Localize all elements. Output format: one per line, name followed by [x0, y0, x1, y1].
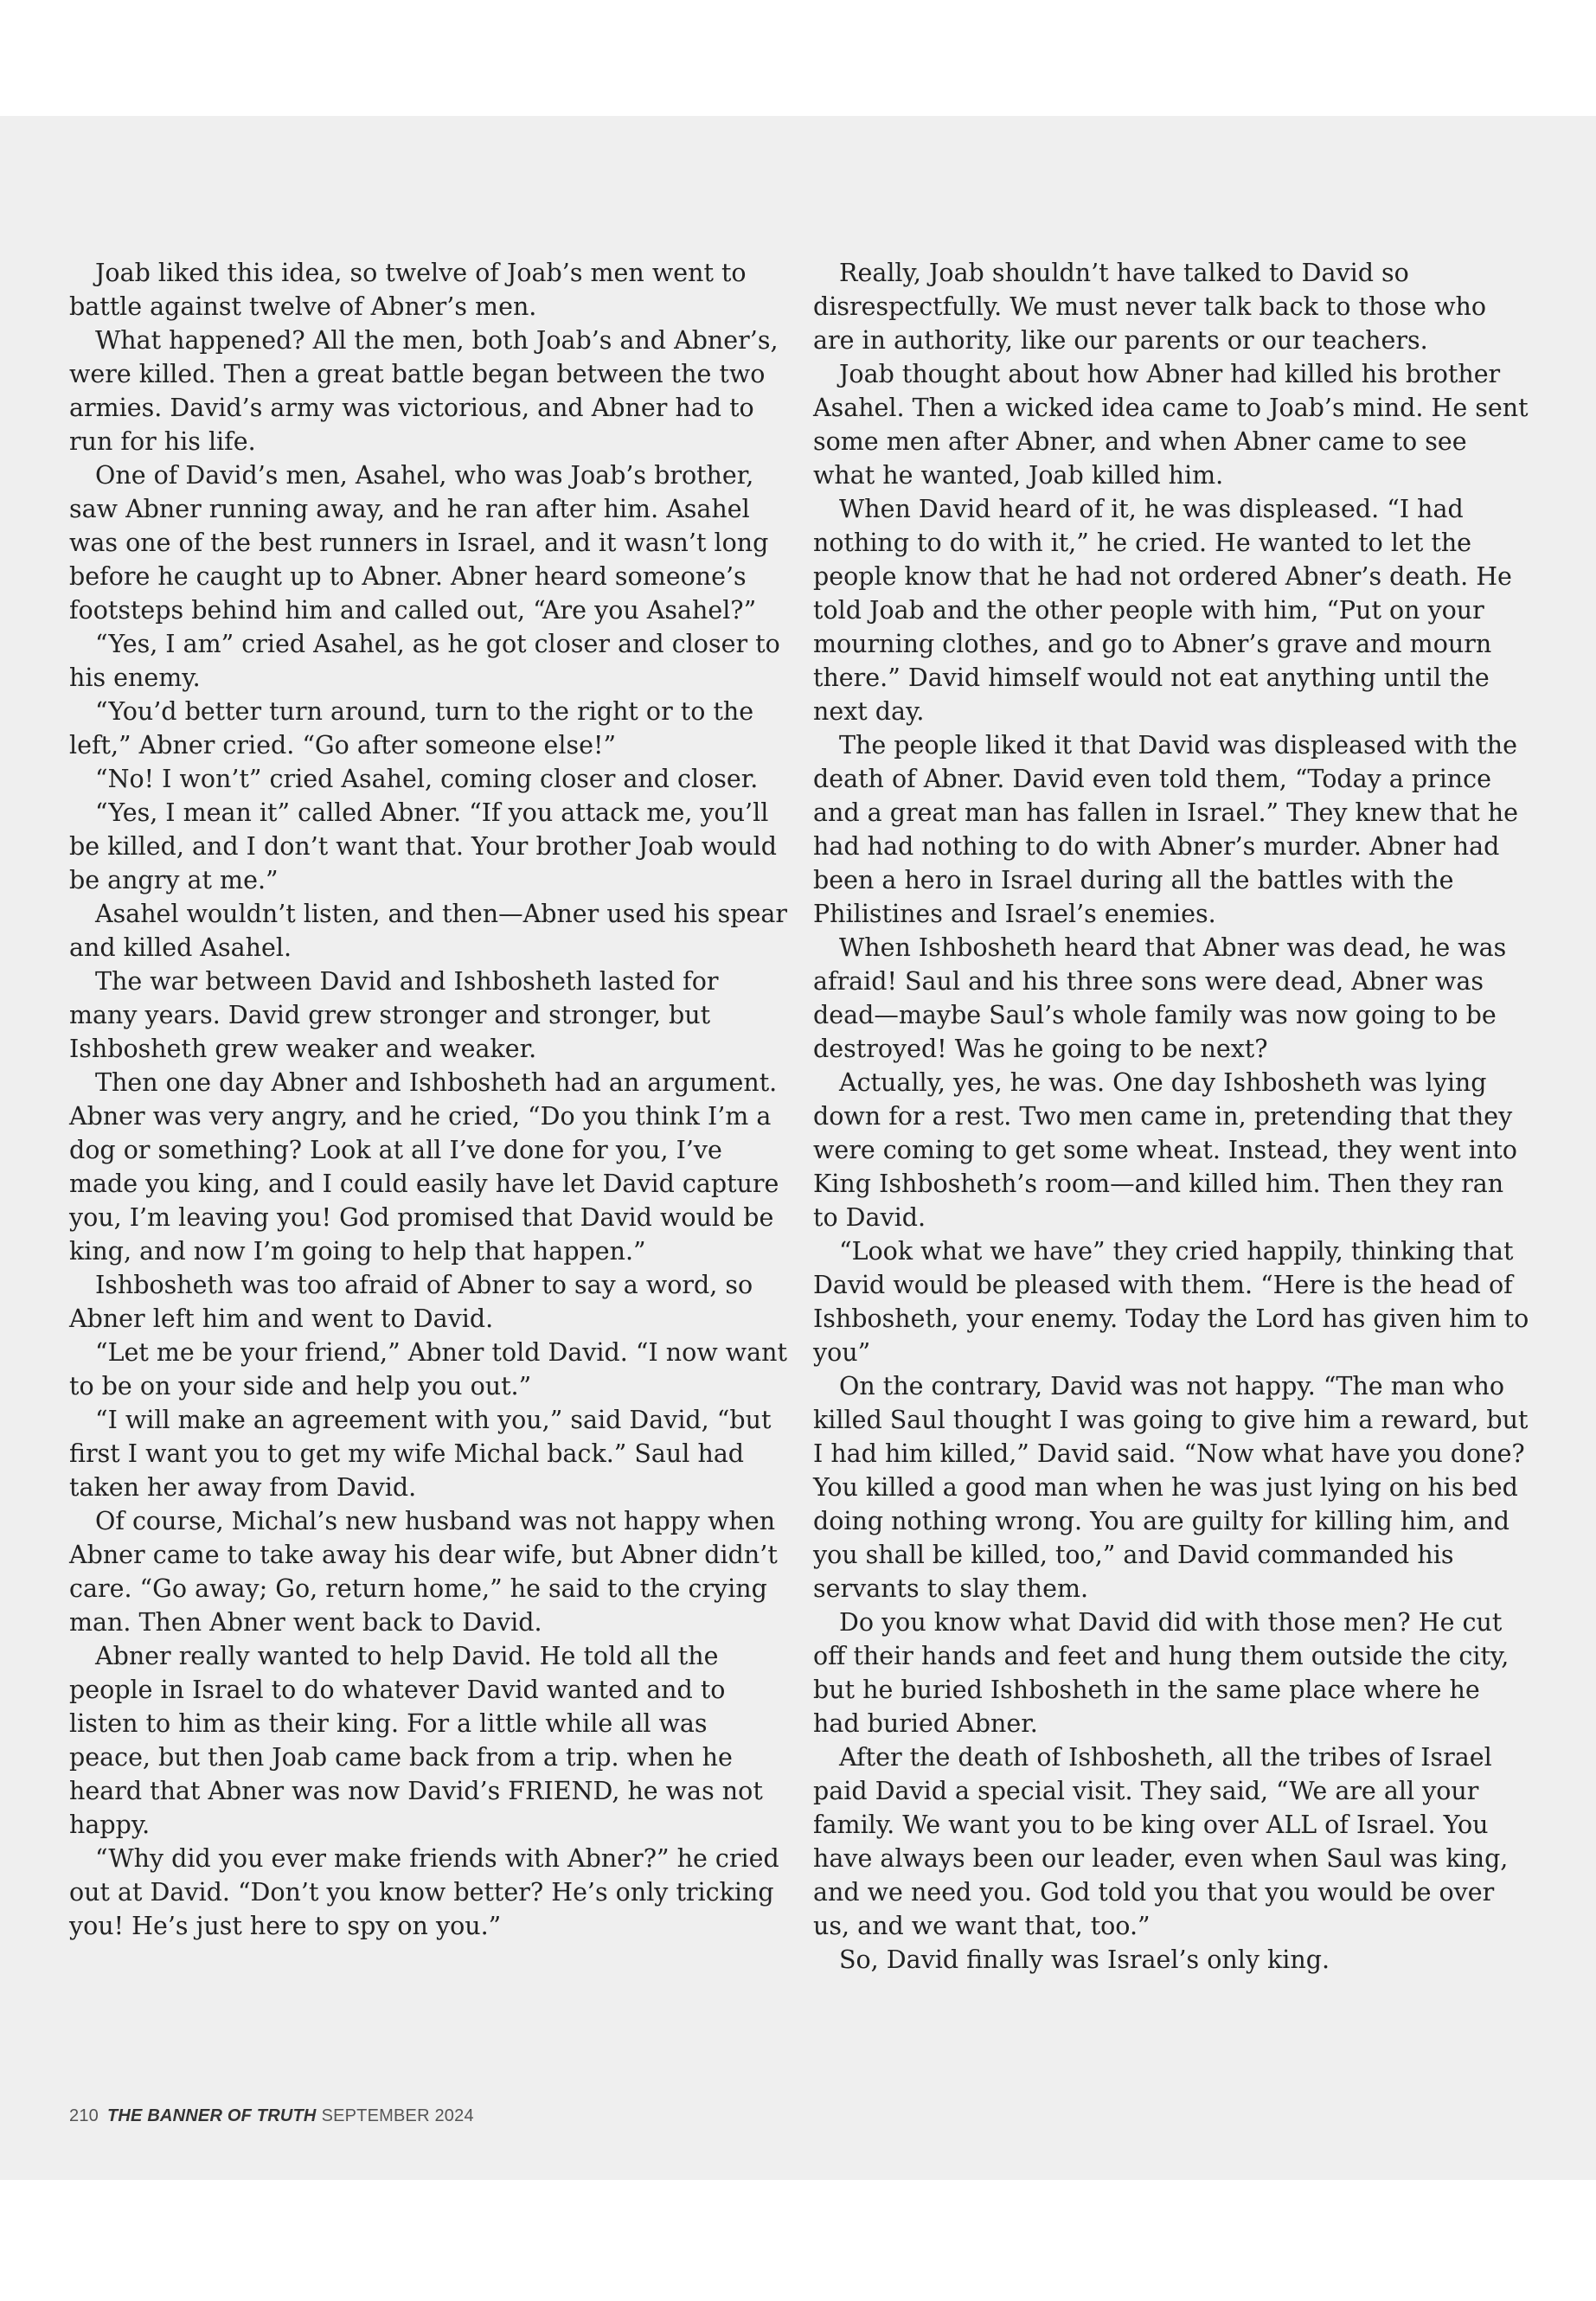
paragraph: The war between David and Ishbosheth lasted for many years. David grew stronger and stronger, but Ishbosheth grew weaker and weaker.: [69, 967, 719, 1063]
paragraph: Ishbosheth was too afraid of Abner to say a word, so Abner left him and went to David.: [69, 1271, 753, 1333]
paragraph: When David heard of it, he was displeased. “I had nothing to do with it,” he cried. He wanted to let the people know that he had not ordered Abner’s death. He told Joab and the other people with him, “Put on your mourning clothes, and go to Abner’s grave and mourn there.” David himself would not eat anything until the next day.: [813, 495, 1512, 726]
paragraph: Then one day Abner and Ishbosheth had an argument. Abner was very angry, and he cried, “Do you think I’m a dog or something? Look at all I’ve done for you, I’ve made you king, and I could easily have let David capture you, I’m leaving you! God promised that David would be king, and now I’m going to help that happen.”: [69, 1068, 779, 1266]
paragraph: “No! I won’t” cried Asahel, coming closer and closer.: [95, 765, 759, 793]
page-number: 210: [69, 2106, 99, 2125]
page-footer: [69, 2106, 474, 2126]
paragraph: Do you know what David did with those men? He cut off their hands and feet and hung them outside the city, but he buried Ishbosheth in the same place where he had buried Abner.: [813, 1608, 1509, 1738]
paragraph: So, David finally was Israel’s only king.: [839, 1945, 1330, 1974]
issue-date: SEPTEMBER 2024: [321, 2106, 474, 2125]
left-text-column: [69, 256, 787, 1943]
publication-name: THE BANNER OF TRUTH: [106, 2106, 317, 2125]
paragraph: Joab liked this idea, so twelve of Joab’s men went to battle against twelve of Abner’s men.: [69, 259, 747, 321]
paragraph: “Look what we have” they cried happily, thinking that David would be pleased with them. “Here is the head of Ishbosheth, your enemy. Today the Lord has given him to you”: [813, 1237, 1529, 1367]
paragraph: What happened? All the men, both Joab’s and Abner’s, were killed. Then a great battle began between the two armies. David’s army was victorious, and Abner had to run for his life.: [69, 326, 779, 456]
paragraph: Of course, Michal’s new husband was not happy when Abner came to take away his dear wife, but Abner didn’t care. “Go away; Go, return home,” he said to the crying man. Then Abner went back to David.: [69, 1507, 778, 1637]
paragraph: “You’d better turn around, turn to the right or to the left,” Abner cried. “Go after someone else!”: [69, 697, 754, 760]
paragraph: Really, Joab shouldn’t have talked to David so disrespectfully. We must never talk back to those who are in authority, like our parents or our teachers.: [813, 259, 1486, 355]
paragraph: “I will make an agreement with you,” said David, “but first I want you to get my wife Michal back.” Saul had taken her away from David.: [69, 1406, 772, 1502]
paragraph: Abner really wanted to help David. He told all the people in Israel to do whatever David wanted and to listen to him as their king. For a little while all was peace, but then Joab came back from a trip. when he heard that Abner was now David’s FRIEND, he was not happy.: [69, 1642, 763, 1839]
paragraph: “Yes, I mean it” called Abner. “If you attack me, you’ll be killed, and I don’t want that. Your brother Joab would be angry at me.”: [69, 798, 777, 894]
paragraph: When Ishbosheth heard that Abner was dead, he was afraid! Saul and his three sons were dead, Abner was dead—maybe Saul’s whole family was now going to be destroyed! Was he going to be next?: [813, 933, 1507, 1063]
paragraph: The people liked it that David was displeased with the death of Abner. David even told them, “Today a prince and a great man has fallen in Israel.” They knew that he had had nothing to do with Abner’s murder. Abner had been a hero in Israel during all the battles with the Philistines and Israel’s enemies.: [813, 731, 1519, 928]
paragraph: One of David’s men, Asahel, who was Joab’s brother, saw Abner running away, and he ran after him. Asahel was one of the best runners in Israel, and it wasn’t long before he caught up to Abner. Abner heard someone’s footsteps behind him and called out, “Are you Asahel?”: [69, 461, 769, 625]
paragraph: Asahel wouldn’t listen, and then—Abner used his spear and killed Asahel.: [69, 900, 788, 962]
paragraph: Actually, yes, he was. One day Ishbosheth was lying down for a rest. Two men came in, pretending that they were coming to get some wheat. Instead, they went into King Ishbosheth’s room—and killed him. Then they ran to David.: [813, 1068, 1517, 1232]
right-text-column: [813, 256, 1531, 1977]
paragraph: Joab thought about how Abner had killed his brother Asahel. Then a wicked idea came to Joab’s mind. He sent some men after Abner, and when Abner came to see what he wanted, Joab killed him.: [813, 360, 1529, 490]
paragraph: “Yes, I am” cried Asahel, as he got closer and closer to his enemy.: [69, 630, 780, 692]
paragraph: “Why did you ever make friends with Abner?” he cried out at David. “Don’t you know better? He’s only tricking you! He’s just here to spy on you.”: [69, 1844, 779, 1940]
paragraph: After the death of Ishbosheth, all the tribes of Israel paid David a special visit. They said, “We are all your family. We want you to be king over ALL of Israel. You have always been our leader, even when Saul was king, and we need you. God told you that you would be over us, and we want that, too.”: [813, 1743, 1509, 1940]
paragraph: “Let me be your friend,” Abner told David. “I now want to be on your side and help you out.”: [69, 1338, 787, 1400]
paragraph: On the contrary, David was not happy. “The man who killed Saul thought I was going to give him a reward, but I had him killed,” David said. “Now what have you done? You killed a good man when he was just lying on his bed doing nothing wrong. You are guilty for killing him, and you shall be killed, too,” and David commanded his servants to slay them.: [813, 1372, 1529, 1603]
